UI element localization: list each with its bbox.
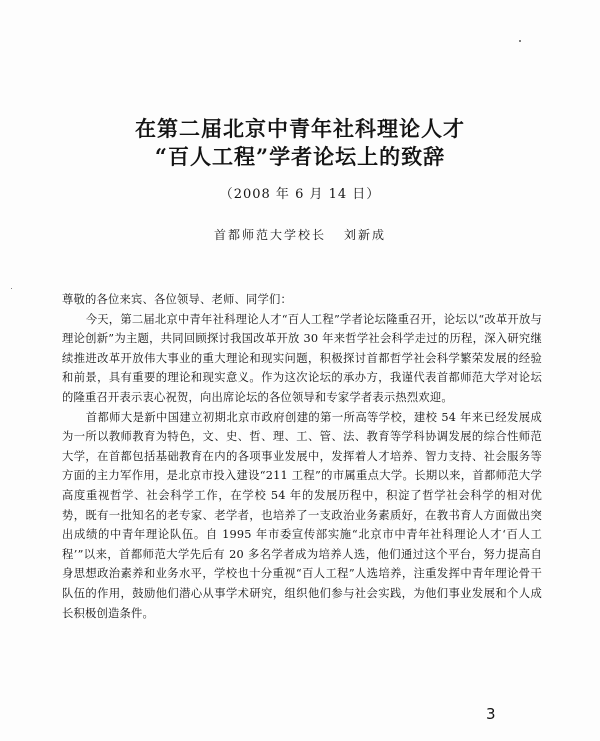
paragraph: 今天，第二届北京中青年社科理论人才“百人工程”学者论坛隆重召开，论坛以“改革开放与理论创新”为主题，共同回顾探讨我国改革开放 30 年来哲学社会科学走过的历程，深入研究继续推进改革开放伟大事业的重大理论和现实问题，积极探讨首都哲学社会科学繁荣发展的经验和前景，具有重要的理论和现实意义。作为这次论坛的承办方，我谨代表首都师范大学对论坛的隆重召开表示衷心祝贺，向出席论坛的各位领导和专家学者表示热烈欢迎。 <box>62 312 542 404</box>
author-line <box>0 226 600 243</box>
paragraph: 首都师大是新中国建立初期北京市政府创建的第一所高等学校，建校 54 年来已经发展成为一所以教师教育为特色，文、史、哲、理、工、管、法、教育等学科协调发展的综合性师范大学，在首都包括基础教育在内的各项事业发展中，发挥着人才培养、智力支持、社会服务等方面的主力军作用，是北京市投入建设“211 工程”的市属重点大学。长期以来，首都师范大学高度重视哲学、社会科学工作，在学校 54 年的发展历程中，积淀了哲学社会科学的相对优势，既有一批知名的老专家、老学者，也培养了一支政治业务素质好，在教书育人方面做出突出成绩的中青年理论队伍。自 1995 年市委宣传部实施“北京市中青年社科理论人才‘百人工程’”以来，首都师范大学先后有 20 多名学者成为培养人选，他们通过这个平台，努力提高自身思想政治素养和业务水平，学校也十分重视“百人工程”人选培养，注重发挥中青年理论骨干队伍的作用，鼓励他们潜心从事学术研究，组织他们参与社会实践，为他们事业发展和个人成长积极创造条件。 <box>62 410 542 620</box>
author-title: 首都师范大学校长 <box>213 228 326 242</box>
speech-date: （2008 年 6 月 14 日） <box>219 187 381 202</box>
author-name: 刘新成 <box>344 228 387 242</box>
title-line-2: “百人工程”学者论坛上的致辞 <box>154 144 446 169</box>
salutation: 尊敬的各位来宾、各位领导、老师、同学们： <box>62 293 292 306</box>
title-line-1: 在第二届北京中青年社科理论人才 <box>135 116 465 141</box>
page-number: 3 <box>486 705 496 723</box>
speech-body <box>62 290 542 623</box>
scan-speck <box>519 40 521 42</box>
scan-speck <box>11 288 12 289</box>
